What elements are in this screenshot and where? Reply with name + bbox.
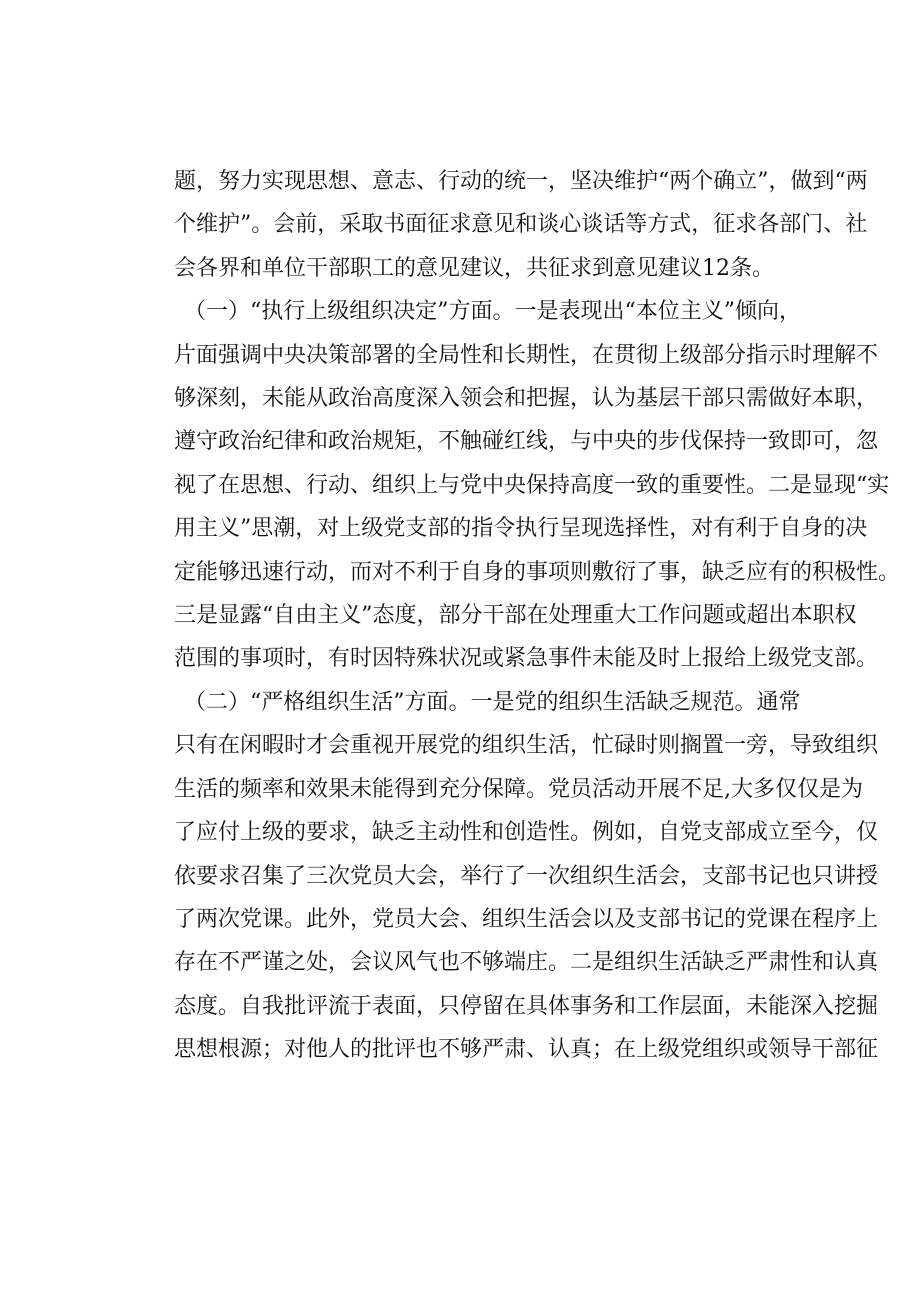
text-line: 存在不严谨之处，会议风气也不够端庄。二是组织生活缺乏严肃性和认真 [174, 950, 879, 976]
text-line: 够深刻，未能从政治高度深入领会和把握，认为基层干部只需做好本职， [174, 386, 879, 412]
text-line: 遵守政治纪律和政治规矩，不触碰红线，与中央的步伐保持一致即可，忽 [174, 429, 879, 455]
text-line: 了应付上级的要求，缺乏主动性和创造性。例如，自党支部成立至今，仅 [174, 820, 879, 846]
document-body [174, 160, 901, 1072]
paragraph-section-2 [174, 681, 879, 1072]
section-heading-line: （一）“执行上级组织决定”方面。一是表现出“本位主义”倾向， [184, 299, 801, 325]
paragraph-section-1 [174, 290, 901, 681]
text-line: 视了在思想、行动、组织上与党中央保持高度一致的重要性。二是显现“实 [174, 472, 890, 498]
text-line: 定能够迅速行动，而对不利于自身的事项则敷衍了事，缺乏应有的积极性。 [174, 559, 901, 585]
text-line: 题，努力实现思想、意志、行动的统一，坚决维护“两个确立”，做到“两 [174, 169, 868, 194]
text-line: 用主义”思潮，对上级党支部的指令执行呈现选择性，对有利于自身的决 [174, 516, 868, 542]
text-line: 思想根源；对他人的批评也不够严肃、认真；在上级党组织或领导干部征 [174, 1037, 879, 1063]
section-heading-line: （二）“严格组织生活”方面。一是党的组织生活缺乏规范。通常 [184, 689, 801, 715]
text-line: 范围的事项时，有时因特殊状况或紧急事件未能及时上报给上级党支部。 [174, 646, 879, 672]
text-line: 生活的频率和效果未能得到充分保障。党员活动开展不足,大多仅仅是为 [174, 776, 863, 802]
paragraph-intro-continuation [174, 160, 868, 290]
text-line: 依要求召集了三次党员大会，举行了一次组织生活会，支部书记也只讲授 [174, 863, 879, 889]
text-line: 三是显露“自由主义”态度，部分干部在处理重大工作问题或超出本职权 [174, 603, 857, 629]
text-line: 会各界和单位干部职工的意见建议，共征求到意见建议12条。 [174, 255, 774, 281]
text-line: 态度。自我批评流于表面，只停留在具体事务和工作层面，未能深入挖掘 [174, 993, 879, 1019]
text-line: 个维护”。会前，采取书面征求意见和谈心谈话等方式，征求各部门、社 [174, 212, 868, 238]
text-line: 了两次党课。此外，党员大会、组织生活会以及支部书记的党课在程序上 [174, 906, 879, 932]
text-line: 只有在闲暇时才会重视开展党的组织生活，忙碌时则搁置一旁，导致组织 [174, 733, 879, 759]
text-line: 片面强调中央决策部署的全局性和长期性，在贯彻上级部分指示时理解不 [174, 342, 879, 368]
